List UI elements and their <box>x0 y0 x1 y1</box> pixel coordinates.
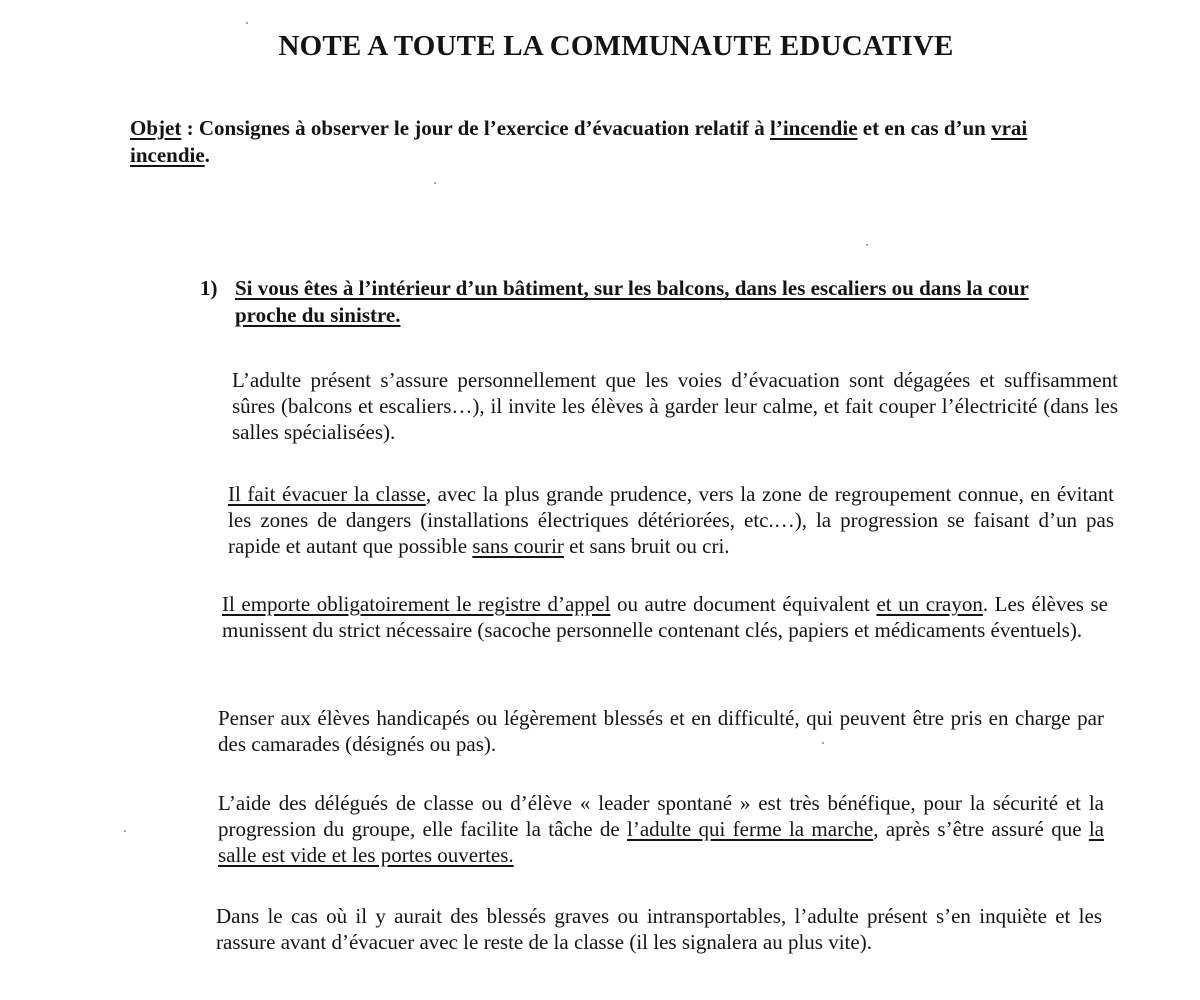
scan-speck <box>822 742 824 744</box>
paragraph-2-text-b: et sans bruit ou cri. <box>563 534 730 558</box>
object-separator: : <box>181 116 199 140</box>
section-heading-text: Si vous êtes à l’intérieur d’un bâtiment, sur les balcons, dans les escaliers ou dans la cour proche du sinistre. <box>235 276 1029 327</box>
section-number: 1) <box>200 276 218 300</box>
paragraph-3-text-a: ou autre document équivalent <box>610 592 877 616</box>
scan-speck <box>124 830 126 832</box>
scan-speck <box>246 22 248 24</box>
paragraph-2-underline-2: sans courir <box>472 534 564 558</box>
paragraph-6-text: Dans le cas où il y aurait des blessés graves ou intransportables, l’adulte présent s’en inquiète et les rassure avant d’évacuer avec le reste de la classe (il les signalera au plus vite). <box>216 904 1102 954</box>
object-underline-incendie: l’incendie <box>770 116 858 140</box>
paragraph-3-underline-1: Il emporte obligatoirement le registre d’appel <box>222 592 611 616</box>
paragraph-5-text-a: L’aide des délégués de classe ou d’élève « leader spontané » est très bénéfique, pour la sécurité et la progression du groupe, elle facilite la tâche de <box>218 791 1104 841</box>
paragraph-1 <box>196 367 1118 445</box>
scan-speck <box>434 182 436 184</box>
paragraph-6 <box>196 903 1102 955</box>
section-1-heading <box>200 275 1090 329</box>
object-text-a: Consignes à observer le jour de l’exercice d’évacuation relatif à <box>198 116 771 140</box>
paragraph-5-underline-1: l’adulte qui ferme la marche <box>627 817 874 841</box>
paragraph-3 <box>196 591 1108 643</box>
paragraph-4-text: Penser aux élèves handicapés ou légèrement blessés et en difficulté, qui peuvent être pris en charge par des camarades (désignés ou pas). <box>218 706 1104 756</box>
paragraph-4 <box>196 705 1104 757</box>
paragraph-2-underline-1: Il fait évacuer la classe <box>228 482 426 506</box>
scan-speck <box>866 244 868 246</box>
paragraph-3-text-b: . Les élèves se munissent du strict nécessaire (sacoche personnelle contenant clés, papiers et médicaments éventuels). <box>222 592 1109 642</box>
paragraph-1-text: L’adulte présent s’assure personnellement que les voies d’évacuation sont dégagées et suffisamment sûres (balcons et escaliers…), il invite les élèves à garder leur calme, et fait couper l’électricité (dans les salles spécialisées). <box>232 368 1118 444</box>
object-text-b: et en cas d’un <box>857 116 992 140</box>
paragraph-2 <box>196 481 1114 559</box>
document-title: NOTE A TOUTE LA COMMUNAUTE EDUCATIVE <box>278 30 954 62</box>
object-label: Objet <box>130 116 182 140</box>
object-end: . <box>204 143 210 167</box>
object-underline-vrai-incendie: vrai incendie <box>130 116 1028 167</box>
paragraph-5 <box>196 790 1104 868</box>
paragraph-5-text-b: , après s’être assuré que <box>873 817 1089 841</box>
paragraph-5-underline-2: la salle est vide et les portes ouvertes. <box>218 817 1104 867</box>
paragraph-2-text-a: , avec la plus grande prudence, vers la zone de regroupement connue, en évitant les zones de dangers (installations électriques détériorées, etc.…), la progression se faisant d’un pas rapide et autant que possible <box>228 482 1114 558</box>
paragraph-3-underline-2: et un crayon <box>876 592 983 616</box>
document-object <box>130 115 1060 169</box>
